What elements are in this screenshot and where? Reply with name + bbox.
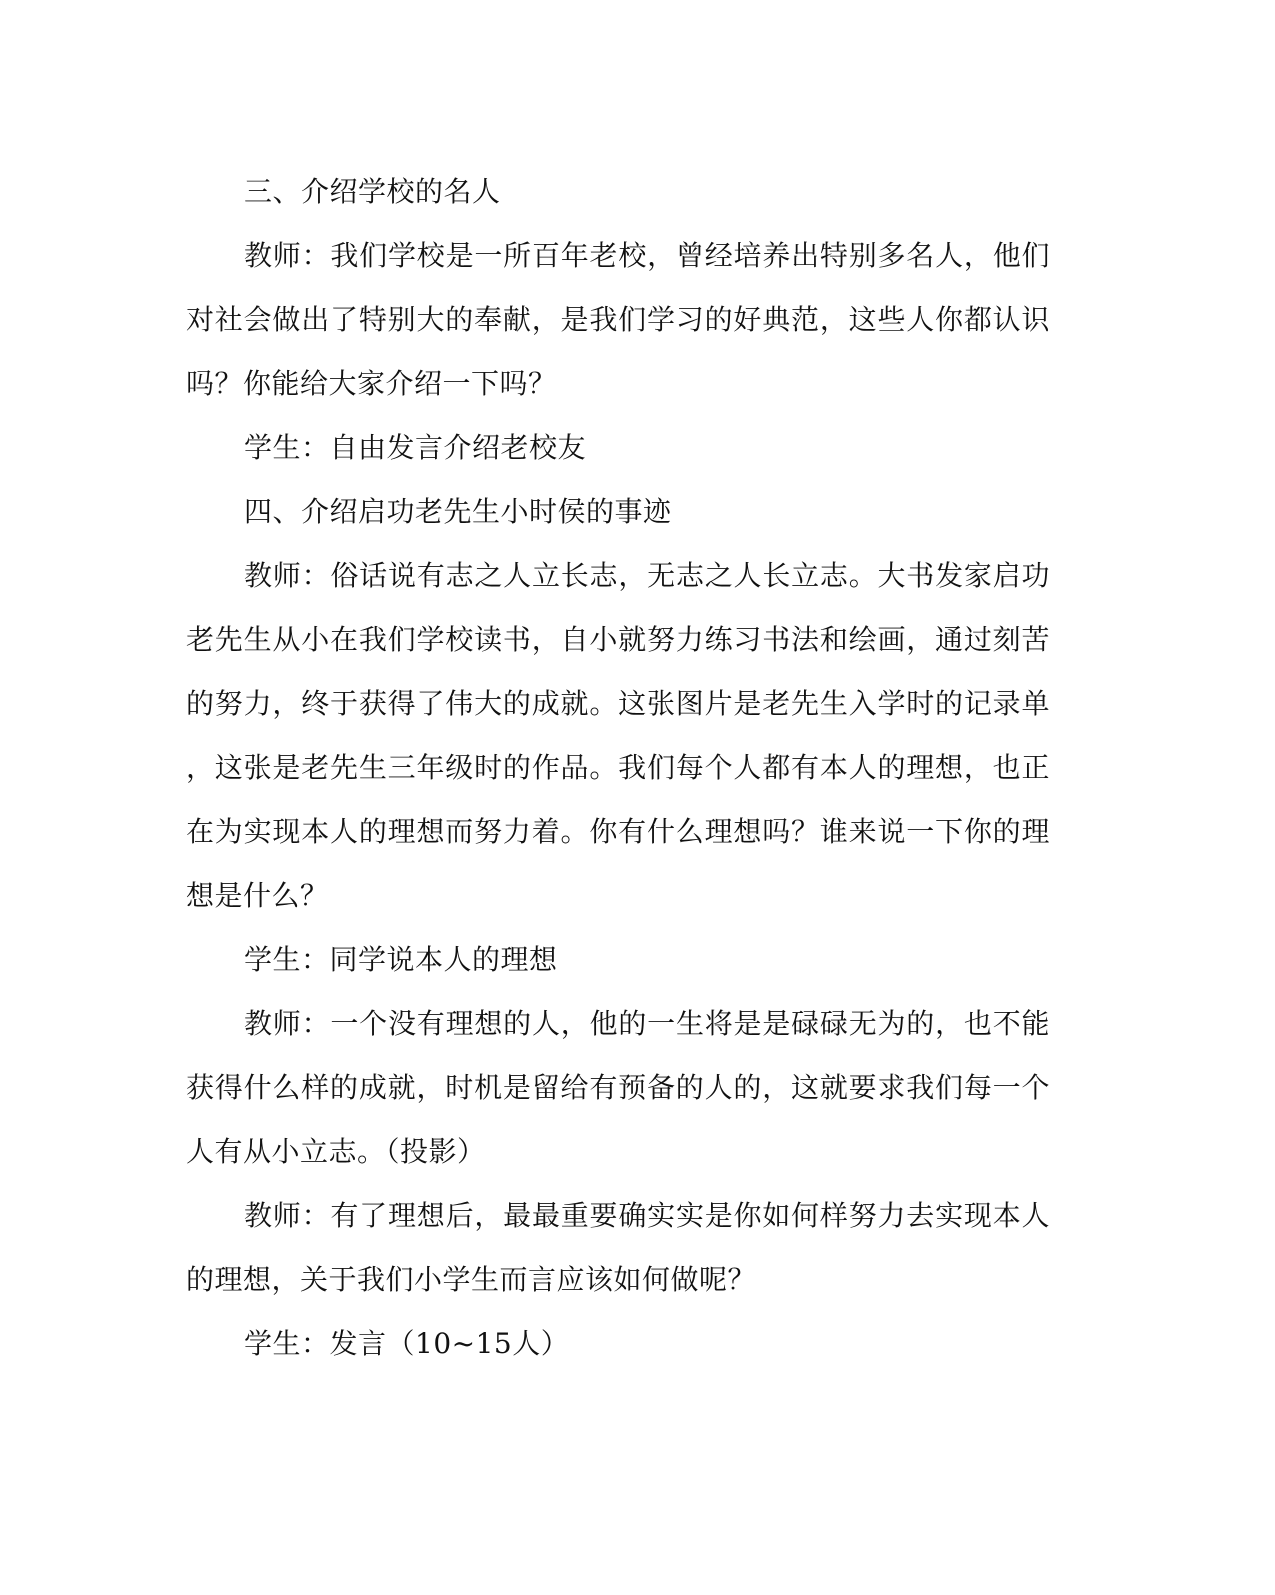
- paragraph-line: 老先生从小在我们学校读书，自小就努力练习书法和绘画，通过刻苦: [186, 623, 1050, 656]
- paragraph-line: 教师：我们学校是一所百年老校，曾经培养出特别多名人，他们: [244, 239, 1050, 272]
- paragraph-line: 的理想，关于我们小学生而言应该如何做呢？: [186, 1263, 757, 1296]
- paragraph-line: 获得什么样的成就，时机是留给有预备的人的，这就要求我们每一个: [186, 1071, 1050, 1104]
- paragraph-line: 教师：俗话说有志之人立长志，无志之人长立志。大书发家启功: [244, 559, 1050, 592]
- paragraph-line: 对社会做出了特别大的奉献，是我们学习的好典范，这些人你都认识: [186, 303, 1050, 336]
- paragraph-line: ，这张是老先生三年级时的作品。我们每个人都有本人的理想，也正: [186, 751, 1050, 784]
- paragraph-line: 想是什么？: [186, 879, 329, 912]
- paragraph-line: 在为实现本人的理想而努力着。你有什么理想吗？谁来说一下你的理: [186, 815, 1050, 848]
- paragraph-line: 学生：同学说本人的理想: [244, 943, 558, 976]
- section-heading-famous-people: 三、介绍学校的名人: [244, 175, 501, 208]
- section-heading-qigong: 四、介绍启功老先生小时侯的事迹: [244, 495, 672, 528]
- paragraph-line: 人有从小立志。（投影）: [186, 1135, 486, 1168]
- paragraph-line: 学生：自由发言介绍老校友: [244, 431, 587, 464]
- paragraph-line: 教师：一个没有理想的人，他的一生将是是碌碌无为的，也不能: [244, 1007, 1050, 1040]
- paragraph-line: 吗？你能给大家介绍一下吗？: [186, 367, 557, 400]
- paragraph-line: 学生：发言（10~15人）: [244, 1327, 570, 1360]
- paragraph-line: 教师：有了理想后，最最重要确实实是你如何样努力去实现本人: [244, 1199, 1050, 1232]
- document-body: [186, 160, 1050, 1376]
- paragraph-line: 的努力，终于获得了伟大的成就。这张图片是老先生入学时的记录单: [186, 687, 1050, 720]
